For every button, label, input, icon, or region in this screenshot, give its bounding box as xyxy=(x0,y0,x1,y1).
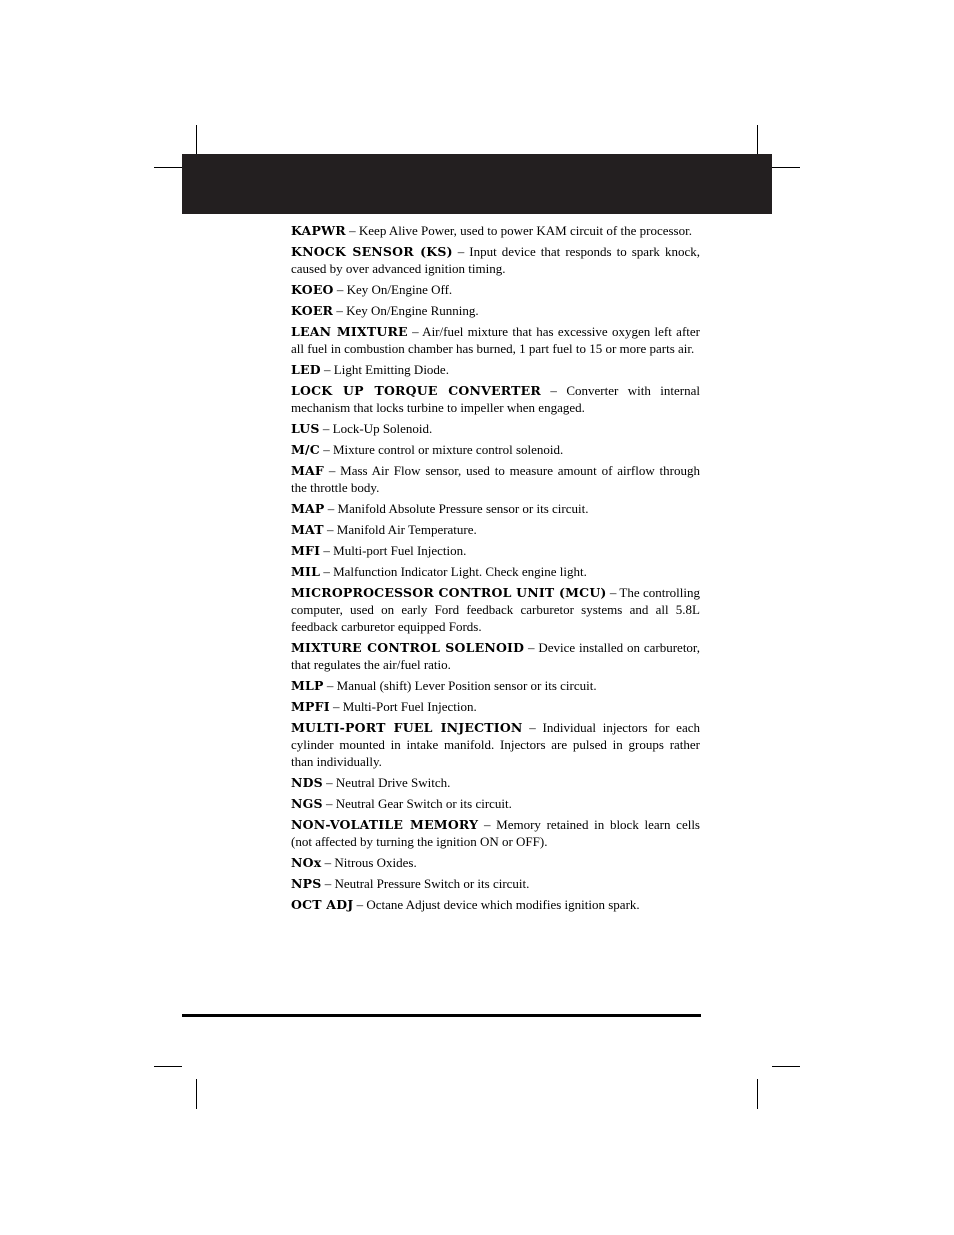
glossary-definition: – Manifold Absolute Pressure sensor or its circuit. xyxy=(324,501,589,516)
glossary-entry xyxy=(291,222,700,239)
glossary-definition: – The controlling computer, used on early Ford feedback carburetor systems and all 5.8L feedback carburetor equipped Fords. xyxy=(291,585,700,634)
glossary-term: MIL xyxy=(291,564,321,579)
glossary-term: NDS xyxy=(291,775,323,790)
glossary-entry xyxy=(291,243,700,277)
glossary-entry xyxy=(291,500,700,517)
glossary-entry xyxy=(291,854,700,871)
glossary-definition: – Individual injectors for each cylinder mounted in intake manifold. Injectors are pulsed in groups rather than individually. xyxy=(291,720,700,769)
glossary-definition: – Multi-port Fuel Injection. xyxy=(320,543,467,558)
glossary-definition: – Manual (shift) Lever Position sensor or its circuit. xyxy=(323,678,597,693)
glossary-definition: – Input device that responds to spark knock, caused by over advanced ignition timing. xyxy=(291,244,700,276)
glossary-entry xyxy=(291,462,700,496)
glossary-definition: – Light Emitting Diode. xyxy=(320,362,449,377)
glossary-entry xyxy=(291,521,700,538)
glossary-definition: – Neutral Pressure Switch or its circuit. xyxy=(321,876,530,891)
crop-mark-bottom-left-vertical xyxy=(196,1079,197,1109)
glossary-term: MLP xyxy=(291,678,324,693)
glossary-definition: – Malfunction Indicator Light. Check engine light. xyxy=(320,564,587,579)
glossary-term: LOCK UP TORQUE CONVERTER xyxy=(291,383,541,398)
glossary-term: M/C xyxy=(291,442,320,457)
glossary-definition: – Device installed on carburetor, that regulates the air/fuel ratio. xyxy=(291,640,700,672)
glossary-entry xyxy=(291,719,700,770)
glossary-term: MIXTURE CONTROL SOLENOID xyxy=(291,640,525,655)
glossary-entry xyxy=(291,323,700,357)
crop-mark-bottom-right-horizontal xyxy=(772,1066,800,1067)
glossary-definition: – Octane Adjust device which modifies ignition spark. xyxy=(353,897,640,912)
glossary-entry xyxy=(291,563,700,580)
glossary-definition: – Converter with internal mechanism that locks turbine to impeller when engaged. xyxy=(291,383,700,415)
glossary-term: LUS xyxy=(291,421,320,436)
glossary-entry xyxy=(291,795,700,812)
crop-mark-top-left-horizontal xyxy=(154,167,182,168)
glossary-definition: – Nitrous Oxides. xyxy=(321,855,417,870)
glossary-term: NPS xyxy=(291,876,322,891)
glossary-term: NOx xyxy=(291,855,322,870)
glossary-entry xyxy=(291,896,700,913)
glossary-definition: – Key On/Engine Off. xyxy=(333,282,453,297)
glossary-definition: – Lock-Up Solenoid. xyxy=(319,421,433,436)
glossary-term: OCT ADJ xyxy=(291,897,354,912)
glossary-entries xyxy=(291,222,700,917)
glossary-entry xyxy=(291,420,700,437)
glossary-term: KNOCK SENSOR (KS) xyxy=(291,244,453,259)
glossary-term: MPFI xyxy=(291,699,330,714)
glossary-entry xyxy=(291,382,700,416)
glossary-term: MAP xyxy=(291,501,325,516)
glossary-term: NON-VOLATILE MEMORY xyxy=(291,817,479,832)
glossary-entry xyxy=(291,774,700,791)
glossary-entry xyxy=(291,875,700,892)
footer-rule xyxy=(182,1014,701,1017)
glossary-entry xyxy=(291,542,700,559)
glossary-entry xyxy=(291,361,700,378)
glossary-entry xyxy=(291,302,700,319)
glossary-term: KOEO xyxy=(291,282,334,297)
glossary-entry xyxy=(291,281,700,298)
crop-mark-bottom-right-vertical xyxy=(757,1079,758,1109)
glossary-definition: – Key On/Engine Running. xyxy=(333,303,479,318)
glossary-term: LED xyxy=(291,362,321,377)
glossary-entry xyxy=(291,584,700,635)
glossary-definition: – Mixture control or mixture control solenoid. xyxy=(319,442,564,457)
header-bar xyxy=(182,154,772,214)
glossary-term: LEAN MIXTURE xyxy=(291,324,408,339)
glossary-definition: – Manifold Air Temperature. xyxy=(323,522,477,537)
crop-mark-top-left-vertical xyxy=(196,125,197,155)
glossary-entry xyxy=(291,677,700,694)
glossary-definition: – Air/fuel mixture that has excessive oxygen left after all fuel in combustion chamber has burned, 1 part fuel to 15 or more parts air. xyxy=(291,324,700,356)
crop-mark-top-right-vertical xyxy=(757,125,758,155)
glossary-entry xyxy=(291,816,700,850)
glossary-term: MULTI-PORT FUEL INJECTION xyxy=(291,720,523,735)
glossary-definition: – Mass Air Flow sensor, used to measure amount of airflow through the throttle body. xyxy=(291,463,700,495)
glossary-definition: – Neutral Gear Switch or its circuit. xyxy=(322,796,512,811)
glossary-entry xyxy=(291,639,700,673)
glossary-definition: – Memory retained in block learn cells (not affected by turning the ignition ON or OFF). xyxy=(291,817,700,849)
glossary-definition: – Neutral Drive Switch. xyxy=(322,775,451,790)
crop-mark-top-right-horizontal xyxy=(772,167,800,168)
glossary-entry xyxy=(291,698,700,715)
crop-mark-bottom-left-horizontal xyxy=(154,1066,182,1067)
glossary-term: KOER xyxy=(291,303,334,318)
glossary-term: NGS xyxy=(291,796,323,811)
glossary-definition: – Keep Alive Power, used to power KAM circuit of the processor. xyxy=(345,223,692,238)
glossary-term: MAF xyxy=(291,463,325,478)
glossary-term: MICROPROCESSOR CONTROL UNIT (MCU) xyxy=(291,585,607,600)
glossary-term: KAPWR xyxy=(291,223,346,238)
glossary-term: MAT xyxy=(291,522,324,537)
glossary-entry xyxy=(291,441,700,458)
glossary-term: MFI xyxy=(291,543,321,558)
glossary-definition: – Multi-Port Fuel Injection. xyxy=(329,699,477,714)
